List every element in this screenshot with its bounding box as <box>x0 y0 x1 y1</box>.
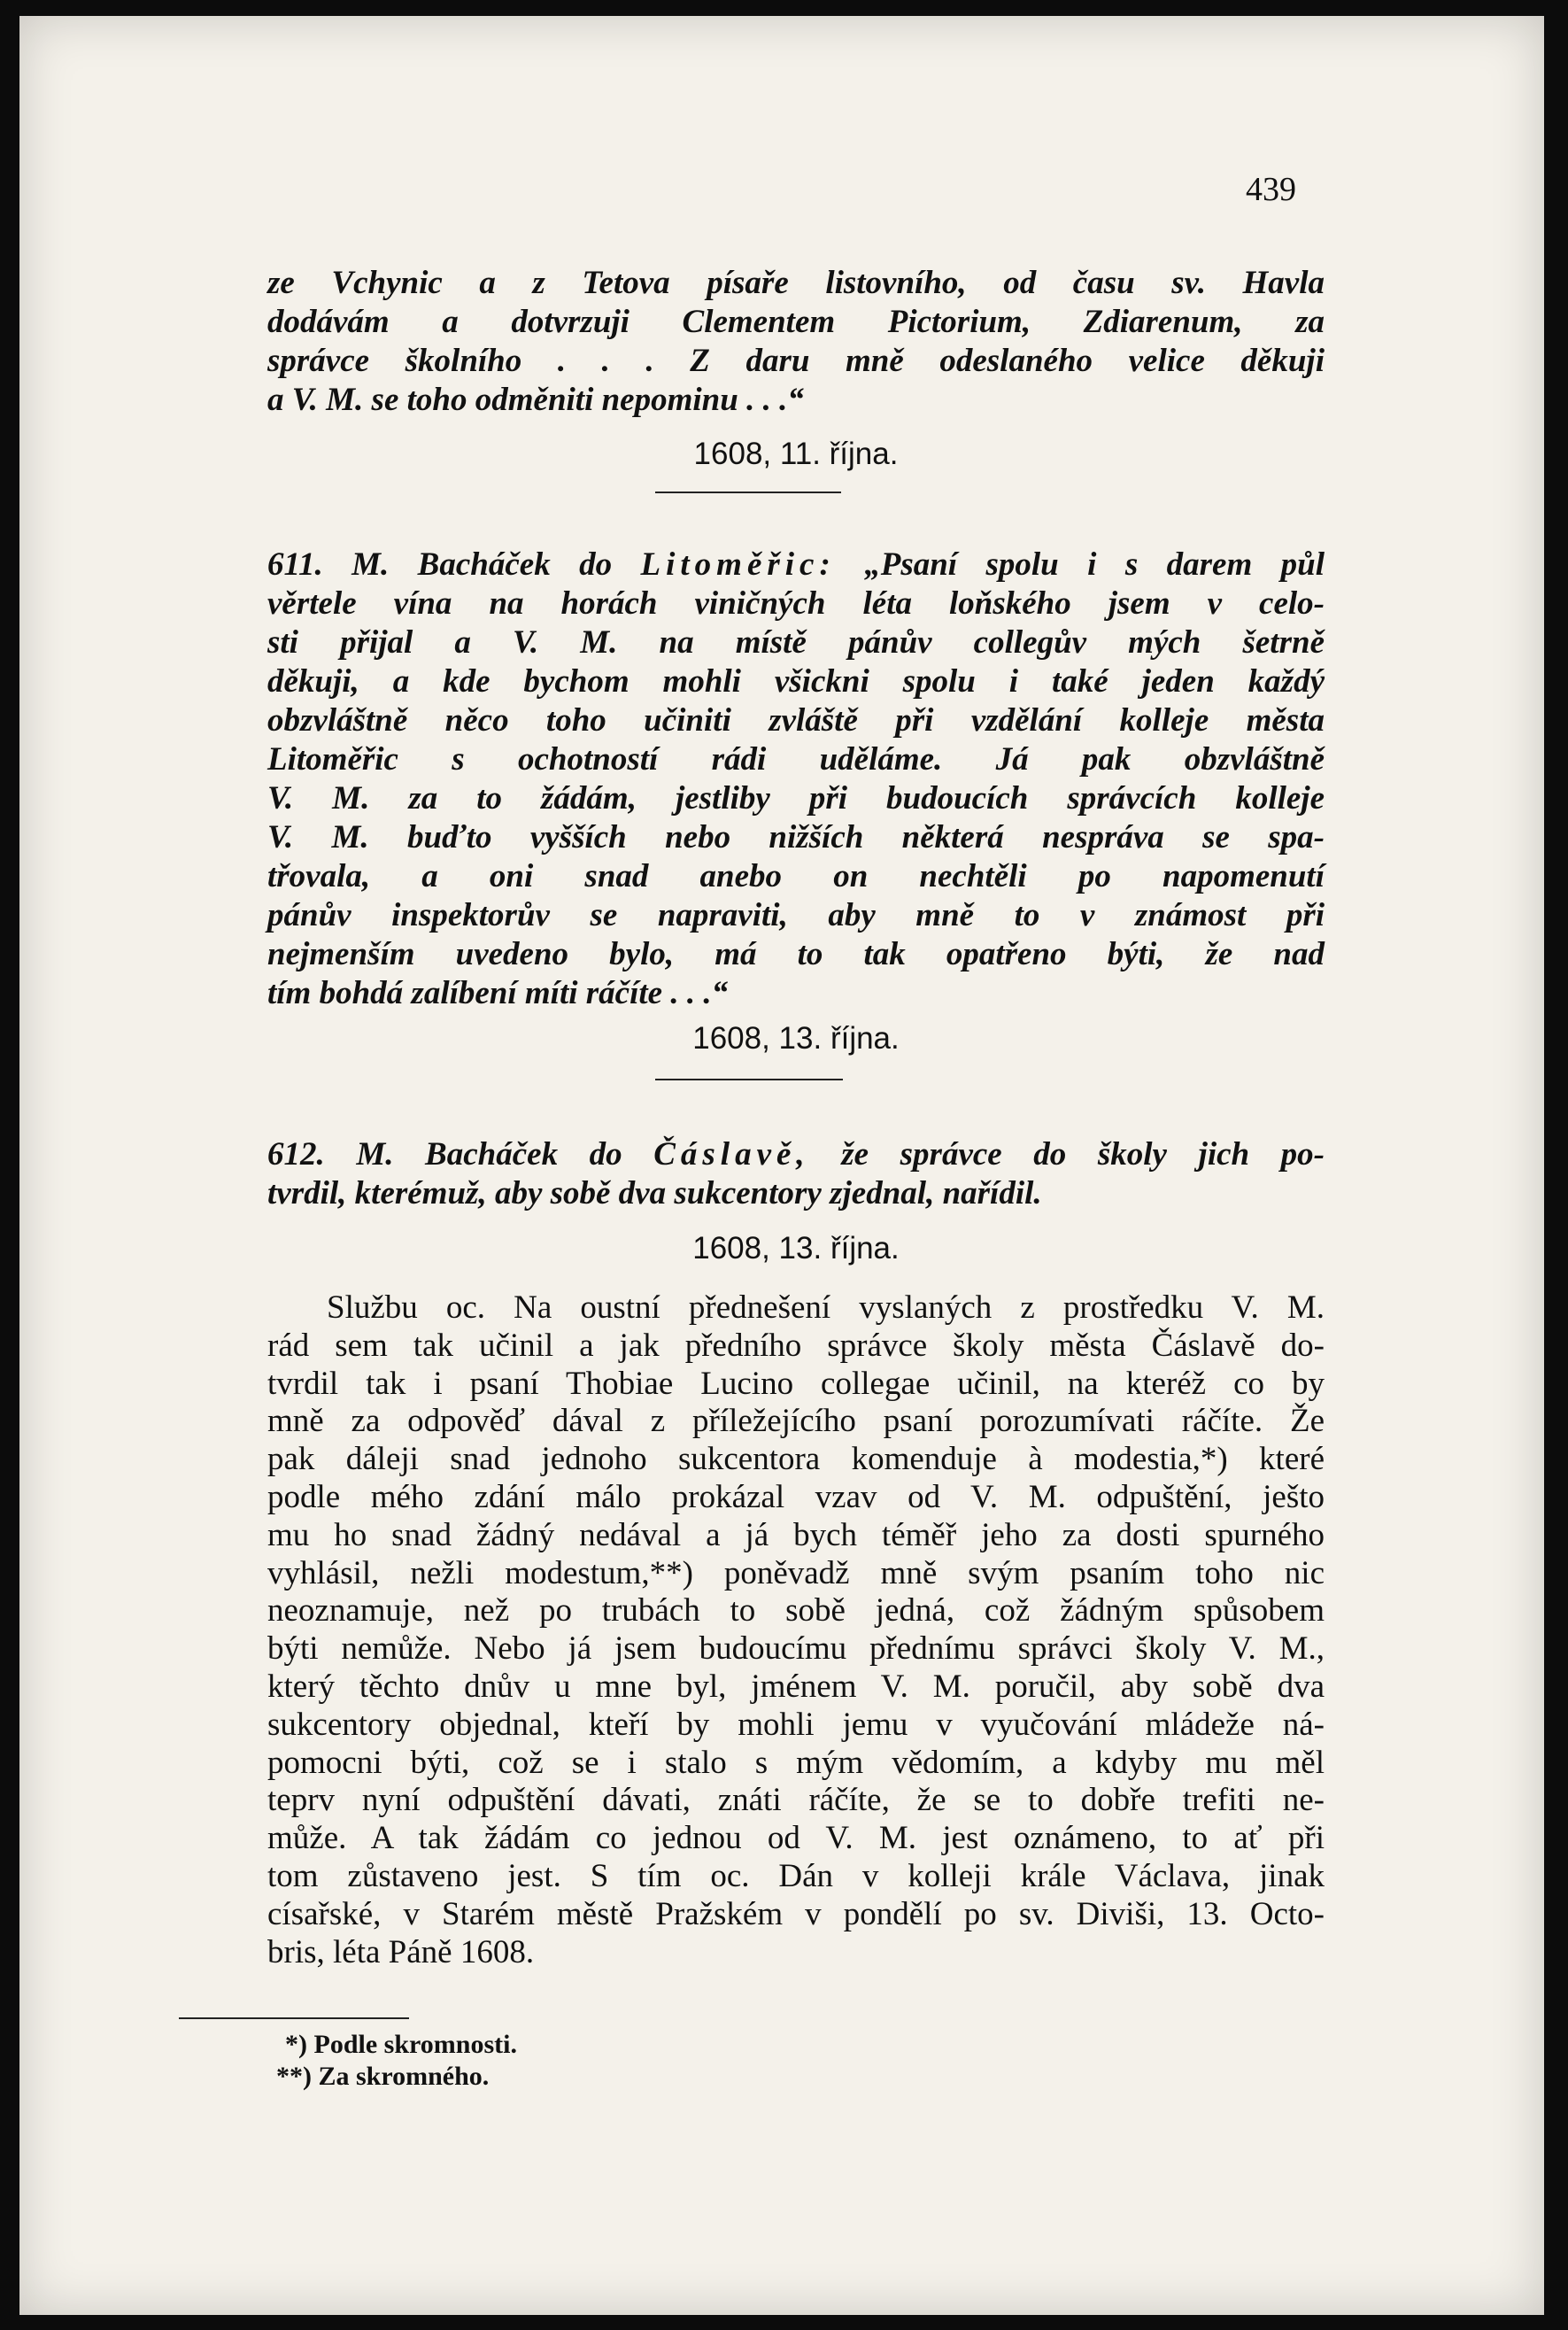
entry-date: 1608, 11. října. <box>693 437 899 471</box>
text-line: podle mého zdání málo prokázal vzav od V. M. odpuštění, ješto <box>267 1478 1325 1515</box>
book-page <box>19 16 1544 2315</box>
text-line: děkuji, a kde bychom mohli všickni spolu i také jeden každý <box>267 663 1325 700</box>
text-line: Službu oc. Na oustní přednešení vyslaných z prostředku V. M. <box>327 1289 1325 1326</box>
text-line: a V. M. se toho odměniti nepominu . . .“ <box>267 382 804 418</box>
text-line: sukcentory objednal, kteří by mohli jemu v vyučování mládeže ná- <box>267 1706 1325 1743</box>
text-line: tvrdil tak i psaní Thobiae Lucino collegae učinil, na kteréž co by <box>267 1365 1325 1402</box>
continued-letter-text <box>267 264 1325 420</box>
page-number: 439 <box>1246 171 1296 208</box>
entry-611 <box>267 546 1325 1013</box>
text-line: pak dáleji snad jednoho sukcentora komenduje à modestia,*) které <box>267 1441 1325 1478</box>
text-line: sti přijal a V. M. na místě pánův collegův mých šetrně <box>267 624 1325 661</box>
section-divider <box>655 1079 843 1080</box>
footnote: *) Podle skromnosti. <box>285 2030 517 2059</box>
entry-date: 1608, 13. října. <box>692 1231 900 1266</box>
section-divider <box>655 492 841 493</box>
entry-date: 1608, 13. října. <box>692 1021 900 1056</box>
text-line: ze Vchynic a z Tetova písaře listovního, od času sv. Havla <box>267 265 1325 301</box>
entry-612 <box>267 1135 1325 1213</box>
text-line: tím bohdá zalíbení míti ráčíte . . .“ <box>267 975 729 1011</box>
text-line: býti nemůže. Nebo já jsem budoucímu přednímu správci školy V. M., <box>267 1630 1325 1668</box>
text-line: císařské, v Starém městě Pražském v pondělí po sv. Diviši, 13. Octo- <box>267 1895 1325 1932</box>
entry-heading-line <box>267 1135 1325 1174</box>
text-line: správce školního . . . Z daru mně odeslaného velice děkuji <box>267 343 1325 379</box>
text-line: vyhlásil, nežli modestum,**) poněvadž mně svým psaním toho nic <box>267 1554 1325 1591</box>
text-line: tom zůstaveno jest. S tím oc. Dán v kolleji krále Václava, jinak <box>267 1857 1325 1894</box>
text-line: pomocni býti, což se i stalo s mým vědomím, a kdyby mu měl <box>267 1744 1325 1781</box>
text-line: Litoměřic s ochotností rádi uděláme. Já pak obzvláštně <box>267 741 1325 778</box>
text-line: věrtele vína na horách viničných léta loňského jsem v celo- <box>267 585 1325 622</box>
text-line: mu ho snad žádný nedával a já bych téměř jeho za dosti spurného <box>267 1516 1325 1553</box>
entry-heading-rest: že správce do školy jich po- <box>841 1136 1325 1173</box>
letter-body <box>267 1289 1325 1971</box>
text-line: který těchto dnův u mne byl, jménem V. M. poručil, aby sobě dva <box>267 1668 1325 1705</box>
text-line: neoznamuje, než po trubách to sobě jedná, což žádným spůsobem <box>267 1592 1325 1629</box>
text-line: V. M. za to žádám, jestliby při budoucích správcích kolleje <box>267 780 1325 817</box>
text-line: bris, léta Páně 1608. <box>267 1933 535 1970</box>
text-line: rád sem tak učinil a jak předního správce školy města Čáslavě do- <box>267 1327 1325 1364</box>
text-line: tvrdil, kterémuž, aby sobě dva sukcentory zjednal, nařídil. <box>267 1175 1042 1211</box>
text-line: třovala, a oni snad anebo on nechtěli po napomenutí <box>267 858 1325 894</box>
entry-heading-line <box>267 546 1325 584</box>
entry-author: M. Bacháček do <box>356 1136 622 1173</box>
entry-quote-start: „Psaní spolu i s darem půl <box>864 546 1325 583</box>
text-line: V. M. buďto vyšších nebo nižších některá nespráva se spa- <box>267 819 1325 855</box>
text-line: mně za odpověď dával z příležejícího psaní porozumívati ráčíte. Že <box>267 1403 1325 1440</box>
footnotes <box>276 2029 517 2093</box>
text-line: může. A tak žádám co jednou od V. M. jest oznámeno, to ať při <box>267 1820 1325 1857</box>
entry-place: Litoměřic: <box>640 546 836 583</box>
text-line: pánův inspektorův se napraviti, aby mně to v známost při <box>267 897 1325 933</box>
entry-number: 612. <box>267 1136 325 1173</box>
entry-number: 611. <box>267 546 323 583</box>
text-line: obzvláštně něco toho učiniti zvláště při vzdělání kolleje města <box>267 702 1325 739</box>
entry-author: M. Bacháček do <box>351 546 613 583</box>
entry-place: Čáslavě, <box>653 1136 810 1173</box>
text-line: dodávám a dotvrzuji Clementem Pictorium, Zdiarenum, za <box>267 304 1325 340</box>
footnote: **) Za skromného. <box>276 2062 490 2091</box>
text-line: teprv nyní odpuštění dávati, znáti ráčíte, že se to dobře trefiti ne- <box>267 1782 1325 1819</box>
footnote-divider <box>179 2017 409 2019</box>
text-line: nejmenším uvedeno bylo, má to tak opatřeno býti, že nad <box>267 936 1325 972</box>
